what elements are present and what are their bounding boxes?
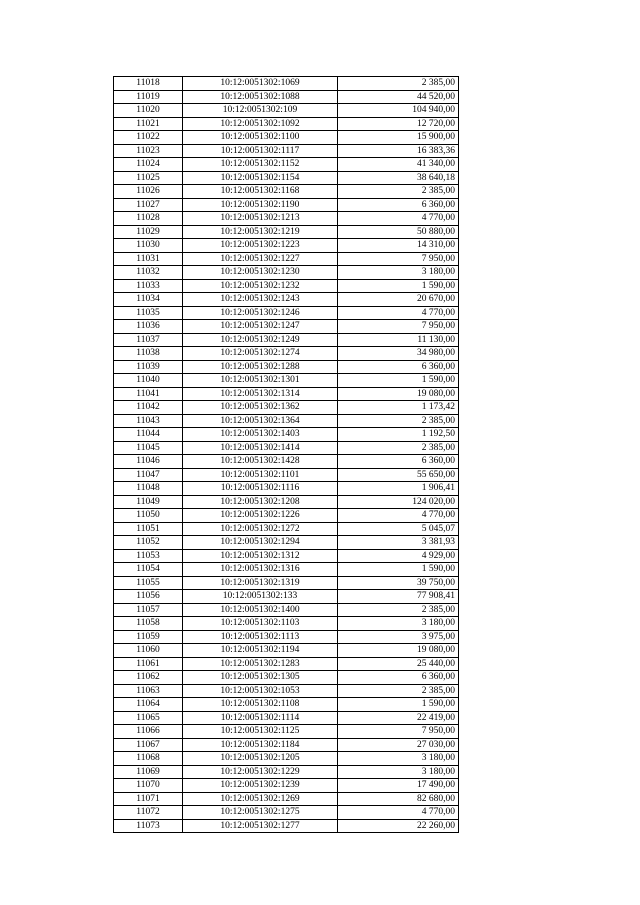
amount-cell: 20 670,00	[338, 293, 459, 307]
row-number-cell: 11048	[114, 482, 183, 496]
amount-cell: 3 180,00	[338, 617, 459, 631]
row-number-cell: 11071	[114, 792, 183, 806]
amount-cell: 2 385,00	[338, 603, 459, 617]
amount-cell: 1 192,50	[338, 428, 459, 442]
table-row	[114, 725, 459, 739]
amount-cell: 4 770,00	[338, 306, 459, 320]
amount-cell: 17 490,00	[338, 779, 459, 793]
row-number-cell: 11055	[114, 576, 183, 590]
amount-cell: 4 770,00	[338, 212, 459, 226]
table-row	[114, 495, 459, 509]
row-number-cell: 11030	[114, 239, 183, 253]
amount-cell: 25 440,00	[338, 657, 459, 671]
row-number-cell: 11026	[114, 185, 183, 199]
cadastral-number-cell: 10:12:0051302:1053	[183, 684, 338, 698]
row-number-cell: 11025	[114, 171, 183, 185]
amount-cell: 16 383,36	[338, 144, 459, 158]
row-number-cell: 11053	[114, 549, 183, 563]
cadastral-number-cell: 10:12:0051302:1125	[183, 725, 338, 739]
amount-cell: 38 640,18	[338, 171, 459, 185]
cadastral-number-cell: 10:12:0051302:1113	[183, 630, 338, 644]
table-row	[114, 158, 459, 172]
row-number-cell: 11046	[114, 455, 183, 469]
cadastral-number-cell: 10:12:0051302:1414	[183, 441, 338, 455]
amount-cell: 82 680,00	[338, 792, 459, 806]
table-row	[114, 428, 459, 442]
cadastral-number-cell: 10:12:0051302:1246	[183, 306, 338, 320]
row-number-cell: 11065	[114, 711, 183, 725]
cadastral-number-cell: 10:12:0051302:1219	[183, 225, 338, 239]
amount-cell: 34 980,00	[338, 347, 459, 361]
amount-cell: 44 520,00	[338, 90, 459, 104]
row-number-cell: 11040	[114, 374, 183, 388]
cadastral-number-cell: 10:12:0051302:1247	[183, 320, 338, 334]
table-row	[114, 806, 459, 820]
cadastral-number-cell: 10:12:0051302:1283	[183, 657, 338, 671]
amount-cell: 1 906,41	[338, 482, 459, 496]
cadastral-number-cell: 10:12:0051302:1232	[183, 279, 338, 293]
cadastral-number-cell: 10:12:0051302:1239	[183, 779, 338, 793]
amount-cell: 3 180,00	[338, 752, 459, 766]
row-number-cell: 11034	[114, 293, 183, 307]
row-number-cell: 11057	[114, 603, 183, 617]
table-row	[114, 792, 459, 806]
row-number-cell: 11043	[114, 414, 183, 428]
cadastral-number-cell: 10:12:0051302:1227	[183, 252, 338, 266]
row-number-cell: 11022	[114, 131, 183, 145]
row-number-cell: 11035	[114, 306, 183, 320]
amount-cell: 12 720,00	[338, 117, 459, 131]
table-row	[114, 455, 459, 469]
cadastral-number-cell: 10:12:0051302:1154	[183, 171, 338, 185]
row-number-cell: 11023	[114, 144, 183, 158]
cadastral-number-cell: 10:12:0051302:1100	[183, 131, 338, 145]
cadastral-number-cell: 10:12:0051302:1117	[183, 144, 338, 158]
amount-cell: 7 950,00	[338, 320, 459, 334]
row-number-cell: 11037	[114, 333, 183, 347]
table-row	[114, 212, 459, 226]
cadastral-number-cell: 10:12:0051302:1277	[183, 819, 338, 833]
row-number-cell: 11044	[114, 428, 183, 442]
cadastral-number-cell: 10:12:0051302:1314	[183, 387, 338, 401]
cadastral-number-cell: 10:12:0051302:1403	[183, 428, 338, 442]
amount-cell: 3 180,00	[338, 765, 459, 779]
amount-cell: 15 900,00	[338, 131, 459, 145]
amount-cell: 6 360,00	[338, 198, 459, 212]
amount-cell: 4 770,00	[338, 509, 459, 523]
table-row	[114, 225, 459, 239]
cadastral-number-cell: 10:12:0051302:1428	[183, 455, 338, 469]
table-row	[114, 603, 459, 617]
cadastral-number-cell: 10:12:0051302:1301	[183, 374, 338, 388]
cadastral-number-cell: 10:12:0051302:1101	[183, 468, 338, 482]
cadastral-number-cell: 10:12:0051302:109	[183, 104, 338, 118]
cadastral-number-cell: 10:12:0051302:1213	[183, 212, 338, 226]
amount-cell: 2 385,00	[338, 414, 459, 428]
cadastral-number-cell: 10:12:0051302:1243	[183, 293, 338, 307]
table-row	[114, 239, 459, 253]
row-number-cell: 11050	[114, 509, 183, 523]
cadastral-number-cell: 10:12:0051302:1152	[183, 158, 338, 172]
table-row	[114, 266, 459, 280]
amount-cell: 3 180,00	[338, 266, 459, 280]
cadastral-number-cell: 10:12:0051302:1114	[183, 711, 338, 725]
cadastral-number-cell: 10:12:0051302:1208	[183, 495, 338, 509]
table-row	[114, 131, 459, 145]
table-row	[114, 563, 459, 577]
cadastral-number-cell: 10:12:0051302:1272	[183, 522, 338, 536]
table-row	[114, 333, 459, 347]
table-row	[114, 698, 459, 712]
row-number-cell: 11036	[114, 320, 183, 334]
row-number-cell: 11033	[114, 279, 183, 293]
table-row	[114, 441, 459, 455]
cadastral-number-cell: 10:12:0051302:1069	[183, 77, 338, 91]
table-row	[114, 185, 459, 199]
amount-cell: 41 340,00	[338, 158, 459, 172]
table-row	[114, 630, 459, 644]
cadastral-number-cell: 10:12:0051302:1230	[183, 266, 338, 280]
table-row	[114, 738, 459, 752]
row-number-cell: 11067	[114, 738, 183, 752]
row-number-cell: 11062	[114, 671, 183, 685]
cadastral-number-cell: 10:12:0051302:1249	[183, 333, 338, 347]
table-row	[114, 306, 459, 320]
cadastral-number-cell: 10:12:0051302:1229	[183, 765, 338, 779]
amount-cell: 3 975,00	[338, 630, 459, 644]
table-row	[114, 576, 459, 590]
table-row	[114, 644, 459, 658]
row-number-cell: 11059	[114, 630, 183, 644]
row-number-cell: 11052	[114, 536, 183, 550]
row-number-cell: 11038	[114, 347, 183, 361]
row-number-cell: 11031	[114, 252, 183, 266]
row-number-cell: 11051	[114, 522, 183, 536]
row-number-cell: 11060	[114, 644, 183, 658]
row-number-cell: 11054	[114, 563, 183, 577]
table-row	[114, 90, 459, 104]
amount-cell: 1 590,00	[338, 698, 459, 712]
amount-cell: 2 385,00	[338, 684, 459, 698]
row-number-cell: 11066	[114, 725, 183, 739]
table-row	[114, 144, 459, 158]
cadastral-number-cell: 10:12:0051302:1274	[183, 347, 338, 361]
row-number-cell: 11073	[114, 819, 183, 833]
row-number-cell: 11021	[114, 117, 183, 131]
cadastral-number-cell: 10:12:0051302:1312	[183, 549, 338, 563]
amount-cell: 1 173,42	[338, 401, 459, 415]
amount-cell: 2 385,00	[338, 77, 459, 91]
amount-cell: 77 908,41	[338, 590, 459, 604]
amount-cell: 22 419,00	[338, 711, 459, 725]
cadastral-number-cell: 10:12:0051302:1116	[183, 482, 338, 496]
row-number-cell: 11020	[114, 104, 183, 118]
table-row	[114, 387, 459, 401]
row-number-cell: 11018	[114, 77, 183, 91]
table-row	[114, 198, 459, 212]
table-row	[114, 414, 459, 428]
amount-cell: 3 381,93	[338, 536, 459, 550]
cadastral-number-cell: 10:12:0051302:1092	[183, 117, 338, 131]
table-row	[114, 657, 459, 671]
cadastral-number-cell: 10:12:0051302:1108	[183, 698, 338, 712]
amount-cell: 4 770,00	[338, 806, 459, 820]
row-number-cell: 11042	[114, 401, 183, 415]
table-row	[114, 536, 459, 550]
cadastral-number-cell: 10:12:0051302:1205	[183, 752, 338, 766]
amount-cell: 124 020,00	[338, 495, 459, 509]
cadastral-number-cell: 10:12:0051302:1364	[183, 414, 338, 428]
row-number-cell: 11049	[114, 495, 183, 509]
table-row	[114, 279, 459, 293]
amount-cell: 2 385,00	[338, 441, 459, 455]
amount-cell: 4 929,00	[338, 549, 459, 563]
amount-cell: 27 030,00	[338, 738, 459, 752]
table-row	[114, 117, 459, 131]
table-row	[114, 522, 459, 536]
row-number-cell: 11039	[114, 360, 183, 374]
row-number-cell: 11024	[114, 158, 183, 172]
amount-cell: 39 750,00	[338, 576, 459, 590]
cadastral-number-cell: 10:12:0051302:1319	[183, 576, 338, 590]
table-row	[114, 765, 459, 779]
row-number-cell: 11029	[114, 225, 183, 239]
cadastral-number-cell: 10:12:0051302:1103	[183, 617, 338, 631]
cadastral-number-cell: 10:12:0051302:1194	[183, 644, 338, 658]
amount-cell: 19 080,00	[338, 644, 459, 658]
row-number-cell: 11019	[114, 90, 183, 104]
table-row	[114, 711, 459, 725]
table-row	[114, 509, 459, 523]
table-row	[114, 549, 459, 563]
row-number-cell: 11063	[114, 684, 183, 698]
table-row	[114, 590, 459, 604]
table-row	[114, 819, 459, 833]
table-row	[114, 401, 459, 415]
table-row	[114, 374, 459, 388]
amount-cell: 1 590,00	[338, 563, 459, 577]
table-row	[114, 293, 459, 307]
table-row	[114, 779, 459, 793]
cadastral-number-cell: 10:12:0051302:133	[183, 590, 338, 604]
cadastral-number-cell: 10:12:0051302:1226	[183, 509, 338, 523]
row-number-cell: 11028	[114, 212, 183, 226]
row-number-cell: 11069	[114, 765, 183, 779]
amount-cell: 19 080,00	[338, 387, 459, 401]
amount-cell: 6 360,00	[338, 455, 459, 469]
amount-cell: 14 310,00	[338, 239, 459, 253]
amount-cell: 104 940,00	[338, 104, 459, 118]
row-number-cell: 11070	[114, 779, 183, 793]
row-number-cell: 11068	[114, 752, 183, 766]
table-row	[114, 77, 459, 91]
table-row	[114, 671, 459, 685]
amount-cell: 2 385,00	[338, 185, 459, 199]
data-table	[113, 76, 459, 833]
table-row	[114, 482, 459, 496]
table-row	[114, 468, 459, 482]
cadastral-number-cell: 10:12:0051302:1088	[183, 90, 338, 104]
table-row	[114, 360, 459, 374]
cadastral-number-cell: 10:12:0051302:1400	[183, 603, 338, 617]
row-number-cell: 11027	[114, 198, 183, 212]
cadastral-number-cell: 10:12:0051302:1316	[183, 563, 338, 577]
amount-cell: 22 260,00	[338, 819, 459, 833]
amount-cell: 7 950,00	[338, 252, 459, 266]
cadastral-number-cell: 10:12:0051302:1305	[183, 671, 338, 685]
cadastral-number-cell: 10:12:0051302:1223	[183, 239, 338, 253]
table-body	[114, 77, 459, 833]
cadastral-number-cell: 10:12:0051302:1190	[183, 198, 338, 212]
row-number-cell: 11072	[114, 806, 183, 820]
amount-cell: 6 360,00	[338, 671, 459, 685]
row-number-cell: 11058	[114, 617, 183, 631]
cadastral-number-cell: 10:12:0051302:1294	[183, 536, 338, 550]
table-row	[114, 752, 459, 766]
cadastral-number-cell: 10:12:0051302:1269	[183, 792, 338, 806]
amount-cell: 50 880,00	[338, 225, 459, 239]
cadastral-number-cell: 10:12:0051302:1275	[183, 806, 338, 820]
row-number-cell: 11045	[114, 441, 183, 455]
table-row	[114, 684, 459, 698]
cadastral-number-cell: 10:12:0051302:1362	[183, 401, 338, 415]
table-row	[114, 252, 459, 266]
table-row	[114, 347, 459, 361]
amount-cell: 7 950,00	[338, 725, 459, 739]
row-number-cell: 11056	[114, 590, 183, 604]
amount-cell: 55 650,00	[338, 468, 459, 482]
cadastral-number-cell: 10:12:0051302:1184	[183, 738, 338, 752]
cadastral-number-cell: 10:12:0051302:1288	[183, 360, 338, 374]
amount-cell: 5 045,07	[338, 522, 459, 536]
row-number-cell: 11064	[114, 698, 183, 712]
amount-cell: 11 130,00	[338, 333, 459, 347]
row-number-cell: 11041	[114, 387, 183, 401]
cadastral-number-cell: 10:12:0051302:1168	[183, 185, 338, 199]
row-number-cell: 11032	[114, 266, 183, 280]
amount-cell: 6 360,00	[338, 360, 459, 374]
amount-cell: 1 590,00	[338, 279, 459, 293]
row-number-cell: 11047	[114, 468, 183, 482]
table-row	[114, 171, 459, 185]
table-row	[114, 104, 459, 118]
table-row	[114, 617, 459, 631]
row-number-cell: 11061	[114, 657, 183, 671]
table-row	[114, 320, 459, 334]
amount-cell: 1 590,00	[338, 374, 459, 388]
